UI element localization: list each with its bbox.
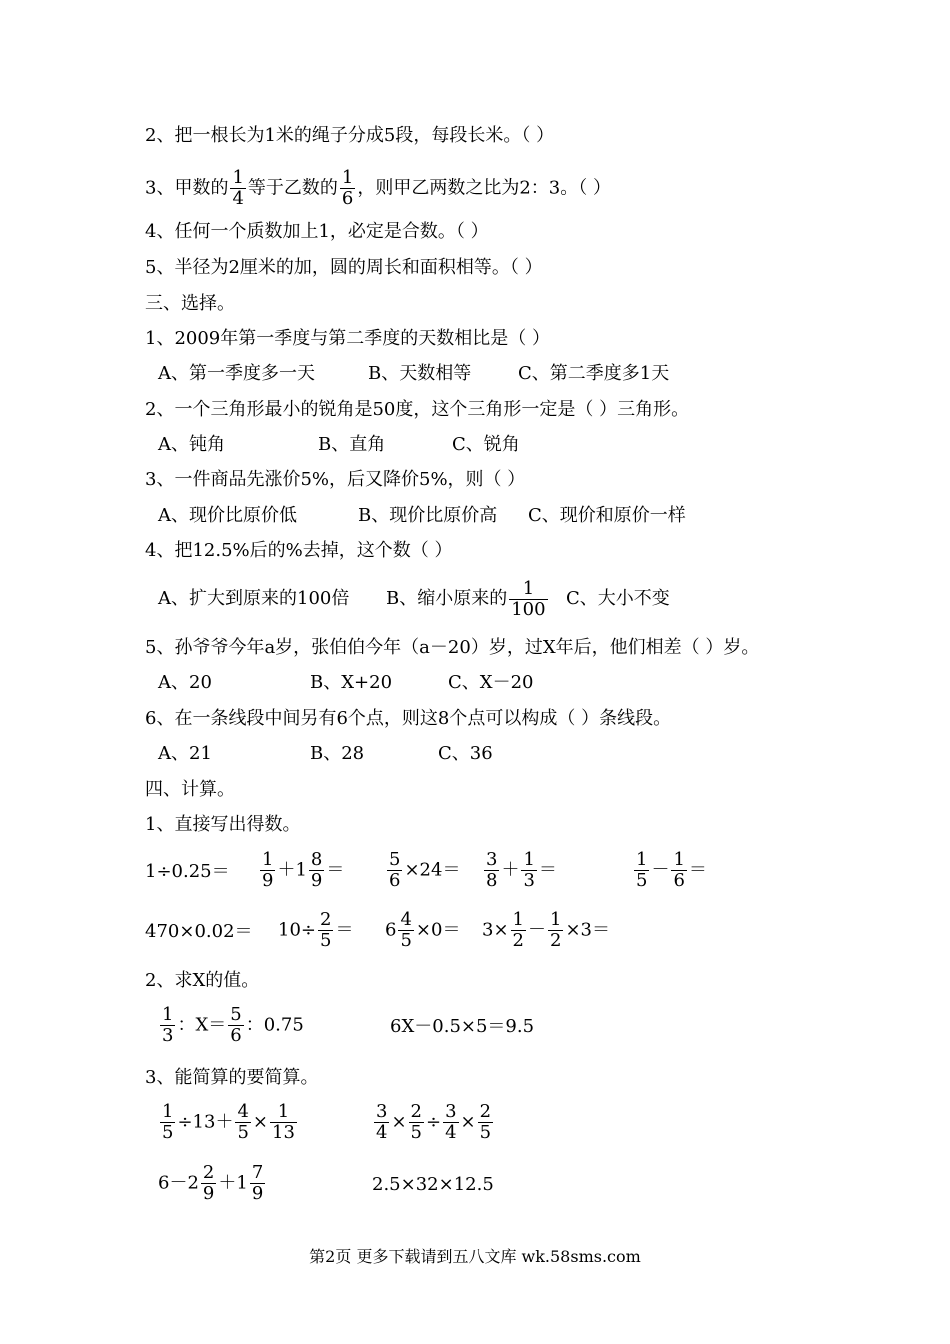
calc-expression: $\frac{1}{9}$ ＋1 $\frac{8}{9}$ ＝ bbox=[262, 849, 345, 891]
choice-option-a: A、扩大到原来的100倍 bbox=[158, 588, 350, 609]
calc-expression: 470×0.02＝ bbox=[145, 921, 253, 942]
judge-item-5: 5、半径为2厘米的加，圆的周长和面积相等。（ ） bbox=[145, 257, 543, 278]
choice-option-c: C、36 bbox=[438, 743, 493, 764]
fraction: $\frac{1}{4}$ bbox=[232, 167, 244, 209]
calc-subtitle-1: 1、直接写出得数。 bbox=[145, 814, 301, 835]
choice-option-b: B、直角 bbox=[318, 434, 386, 455]
choice-question-5: 5、孙爷爷今年a岁，张伯伯今年（a－20）岁，过X年后，他们相差（ ）岁。 bbox=[145, 637, 760, 658]
calc-expression: 6－2 $\frac{2}{9}$ ＋1 $\frac{7}{9}$ bbox=[158, 1162, 264, 1204]
choice-option-a: A、现价比原价低 bbox=[158, 505, 297, 526]
page-footer: 第2页 更多下载请到五八文库 wk.58sms.com bbox=[309, 1247, 641, 1266]
choice-option-b: B、X+20 bbox=[310, 672, 393, 693]
calc-expression: $\frac{3}{8}$ ＋ $\frac{1}{3}$ ＝ bbox=[486, 849, 557, 891]
choice-option-b: B、28 bbox=[310, 743, 365, 764]
choice-option-c: C、现价和原价一样 bbox=[528, 505, 686, 526]
choice-option-c: C、锐角 bbox=[452, 434, 520, 455]
calc-expression: $\frac{3}{4}$ × $\frac{2}{5}$ ÷ $\frac{3}{4}$ × $\frac{2}{5}$ bbox=[376, 1101, 492, 1143]
choice-question-3: 3、一件商品先涨价5%，后又降价5%，则（ ） bbox=[145, 469, 526, 490]
calc-expression: 3× $\frac{1}{2}$ － $\frac{1}{2}$ ×3＝ bbox=[482, 909, 610, 951]
choice-option-b: B、缩小原来的 $\frac{1}{100}$ bbox=[386, 577, 546, 620]
calc-expression: $\frac{1}{5}$ － $\frac{1}{6}$ ＝ bbox=[636, 849, 707, 891]
section-title-calc: 四、计算。 bbox=[145, 779, 235, 800]
calc-subtitle-2: 2、求X的值。 bbox=[145, 970, 260, 991]
choice-option-c: C、X－20 bbox=[448, 672, 534, 693]
calc-expression: $\frac{5}{6}$ ×24＝ bbox=[389, 849, 461, 891]
fraction: $\frac{1}{6}$ bbox=[341, 167, 354, 209]
calc-expression: 2.5×32×12.5 bbox=[372, 1174, 494, 1195]
calc-expression: 6X－0.5×5＝9.5 bbox=[390, 1016, 535, 1037]
calc-expression: 6 $\frac{4}{5}$ ×0＝ bbox=[385, 909, 461, 951]
calc-subtitle-3: 3、能简算的要简算。 bbox=[145, 1067, 319, 1088]
choice-option-c: C、大小不变 bbox=[566, 588, 670, 609]
fraction: $\frac{1}{100}$ bbox=[511, 577, 546, 620]
choice-question-1: 1、2009年第一季度与第二季度的天数相比是（ ） bbox=[145, 328, 550, 349]
section-title-choice: 三、选择。 bbox=[145, 293, 235, 314]
judge-item-2: 2、把一根长为1米的绳子分成5段，每段长米。（ ） bbox=[145, 125, 555, 146]
calc-expression: 10÷ $\frac{2}{5}$ ＝ bbox=[278, 909, 354, 951]
choice-option-a: A、第一季度多一天 bbox=[158, 363, 315, 384]
choice-option-a: A、21 bbox=[158, 743, 212, 764]
choice-question-4: 4、把12.5%后的%去掉，这个数（ ） bbox=[145, 540, 453, 561]
choice-option-b: B、现价比原价高 bbox=[358, 505, 498, 526]
judge-item-3: 3、甲数的 $\frac{1}{4}$ 等于乙数的 $\frac{1}{6}$ ，则甲乙两数之比为2：3。（ ） bbox=[145, 167, 611, 209]
choice-option-b: B、天数相等 bbox=[368, 363, 472, 384]
calc-expression: $\frac{1}{3}$ ：X＝ $\frac{5}{6}$ ：0.75 bbox=[162, 1004, 304, 1046]
calc-expression: 1÷0.25＝ bbox=[145, 861, 230, 882]
choice-question-2: 2、一个三角形最小的锐角是50度，这个三角形一定是（ ）三角形。 bbox=[145, 399, 690, 420]
choice-option-a: A、钝角 bbox=[158, 434, 225, 455]
judge-item-4: 4、任何一个质数加上1，必定是合数。（ ） bbox=[145, 221, 489, 242]
calc-expression: $\frac{1}{5}$ ÷13＋ $\frac{4}{5}$ × $\frac{1}{13}$ bbox=[162, 1101, 295, 1143]
choice-question-6: 6、在一条线段中间另有6个点，则这8个点可以构成（ ）条线段。 bbox=[145, 708, 672, 729]
choice-option-a: A、20 bbox=[158, 672, 212, 693]
choice-option-c: C、第二季度多1天 bbox=[518, 363, 670, 384]
